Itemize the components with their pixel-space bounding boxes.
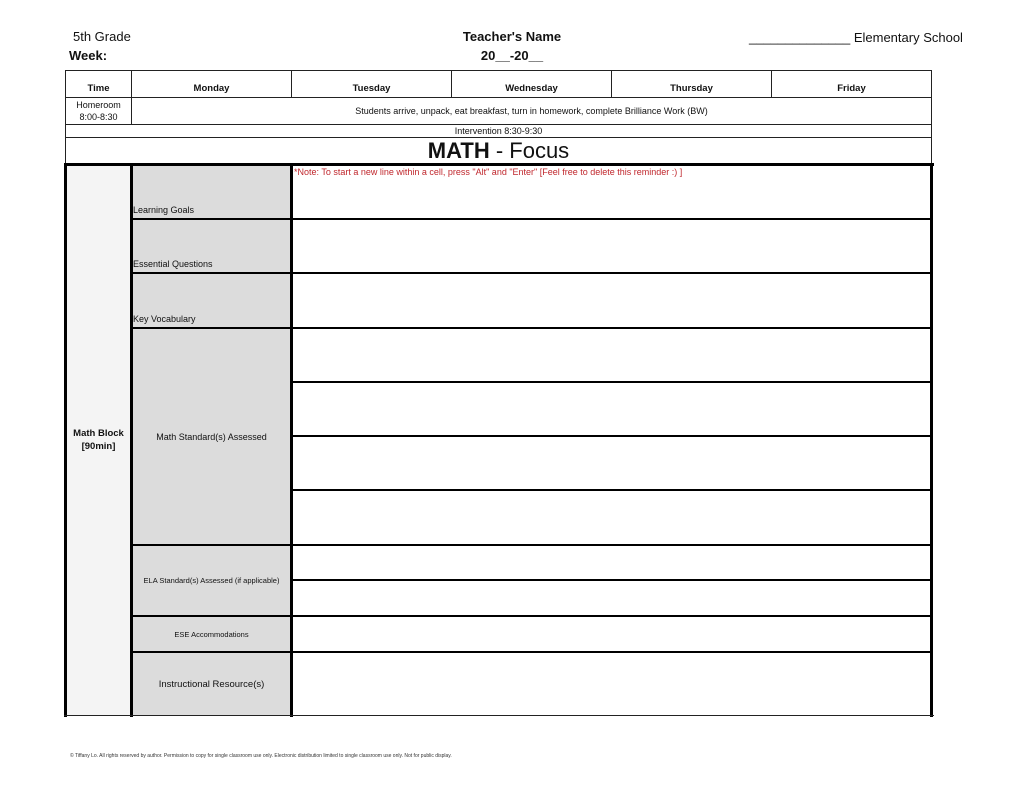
ese-accommodations-input[interactable] bbox=[292, 616, 932, 652]
divider bbox=[292, 489, 932, 491]
math-block-duration: [90min] bbox=[81, 441, 116, 452]
divider bbox=[131, 272, 932, 274]
grade-label: 5th Grade bbox=[73, 29, 131, 44]
column-header-friday: Friday bbox=[771, 70, 932, 98]
math-block-label: Math Block bbox=[73, 428, 124, 439]
divider bbox=[292, 435, 932, 437]
column-header-thursday: Thursday bbox=[611, 70, 772, 98]
row-label-essential-questions: Essential Questions bbox=[131, 219, 292, 273]
math-standard-input-3[interactable] bbox=[292, 436, 932, 490]
math-standard-input-2[interactable] bbox=[292, 382, 932, 436]
reminder-note: *Note: To start a new line within a cell, press "Alt" and "Enter" [Feel free to delete this reminder :) ] bbox=[294, 167, 683, 177]
divider bbox=[130, 163, 133, 717]
divider bbox=[131, 218, 932, 220]
divider bbox=[292, 579, 932, 581]
divider bbox=[64, 163, 934, 166]
key-vocabulary-input[interactable] bbox=[292, 273, 932, 328]
week-label: Week: bbox=[69, 48, 108, 63]
divider bbox=[64, 715, 934, 716]
school-year-field[interactable]: 20__-20__ bbox=[480, 48, 544, 63]
column-header-wednesday: Wednesday bbox=[451, 70, 612, 98]
divider bbox=[290, 163, 293, 717]
divider bbox=[930, 163, 933, 717]
row-label-math-standards: Math Standard(s) Assessed bbox=[131, 328, 292, 545]
divider bbox=[131, 544, 932, 546]
column-header-time: Time bbox=[65, 70, 132, 98]
row-label-key-vocabulary: Key Vocabulary bbox=[131, 273, 292, 328]
math-standard-input-1[interactable] bbox=[292, 328, 932, 382]
subject-name: MATH bbox=[427, 138, 490, 163]
column-header-tuesday: Tuesday bbox=[291, 70, 452, 98]
intervention-row[interactable]: Intervention 8:30-9:30 bbox=[65, 124, 932, 138]
divider bbox=[292, 381, 932, 383]
column-header-monday: Monday bbox=[131, 70, 292, 98]
math-standard-input-4[interactable] bbox=[292, 490, 932, 545]
row-label-ela-standards: ELA Standard(s) Assessed (if applicable) bbox=[131, 545, 292, 616]
homeroom-time-range: 8:00-8:30 bbox=[79, 112, 118, 122]
homeroom-label: Homeroom bbox=[76, 100, 121, 110]
teacher-name-field[interactable]: Teacher's Name bbox=[462, 29, 562, 44]
row-label-learning-goals: Learning Goals bbox=[131, 164, 292, 219]
divider bbox=[64, 163, 67, 717]
divider bbox=[131, 327, 932, 329]
subject-focus-title bbox=[65, 137, 932, 165]
row-label-instructional-resources: Instructional Resource(s) bbox=[131, 652, 292, 716]
copyright-footer: © Tiffany Lo. All rights reserved by author. Permission to copy for single classroom use only. Electronic distribution limited to single classroom use only. Not for public display. bbox=[70, 753, 452, 759]
essential-questions-input[interactable] bbox=[292, 219, 932, 273]
instructional-resources-input[interactable] bbox=[292, 652, 932, 716]
row-label-ese-accommodations: ESE Accommodations bbox=[131, 616, 292, 652]
divider bbox=[131, 651, 932, 653]
school-name-field[interactable]: ______________ Elementary School bbox=[749, 30, 963, 45]
homeroom-time-cell bbox=[65, 97, 132, 125]
homeroom-description-cell[interactable]: Students arrive, unpack, eat breakfast, turn in homework, complete Brilliance Work (BW) bbox=[131, 97, 932, 125]
subject-suffix: - Focus bbox=[489, 138, 570, 163]
ela-standard-input-2[interactable] bbox=[292, 580, 932, 616]
divider bbox=[131, 615, 932, 617]
math-block-label-cell bbox=[65, 164, 132, 716]
ela-standard-input-1[interactable] bbox=[292, 545, 932, 580]
